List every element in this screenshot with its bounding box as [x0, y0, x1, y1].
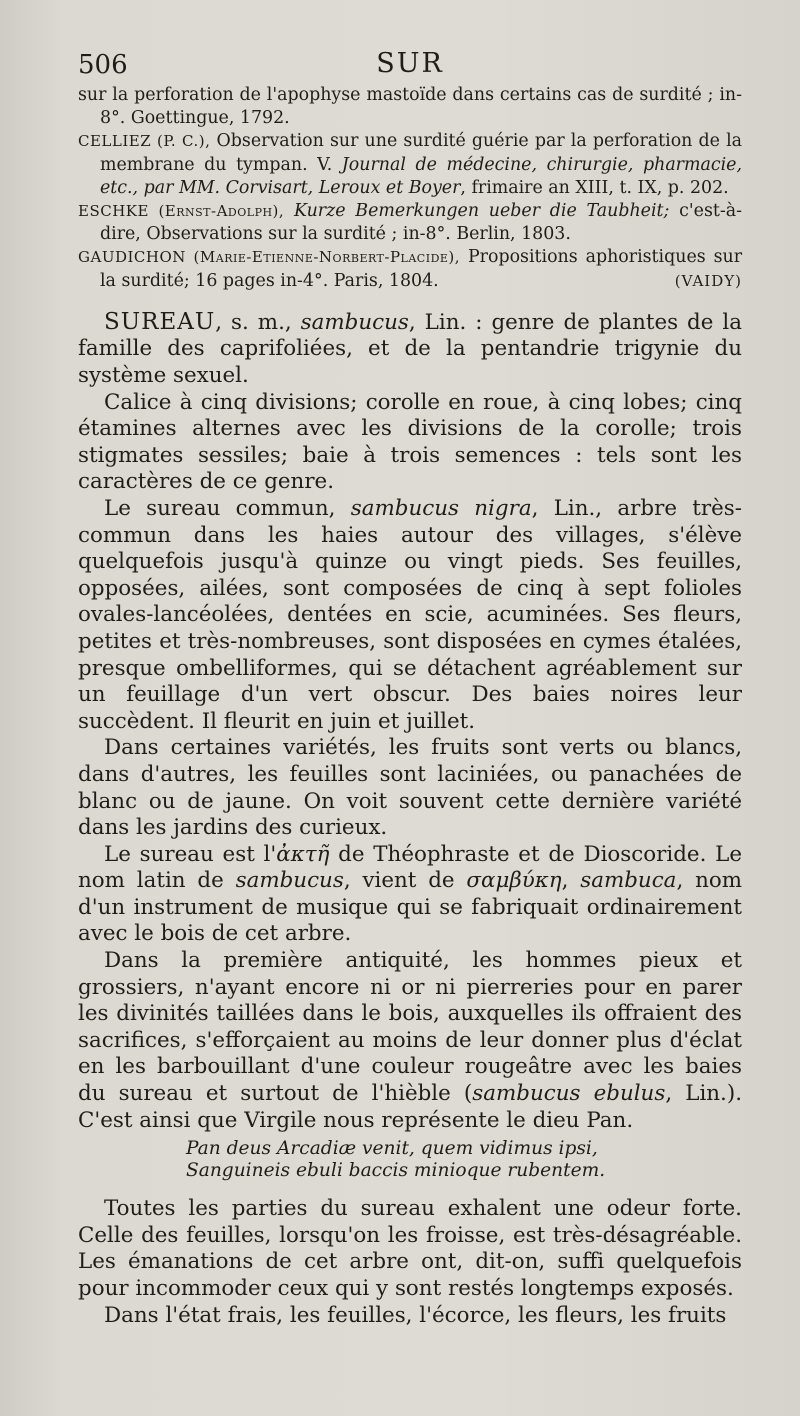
text-run: , s. m., — [215, 309, 301, 335]
bibliography-section — [78, 84, 742, 293]
article-paragraph — [78, 309, 742, 390]
latin-name: sambucus nigra — [350, 495, 532, 521]
bib-text: sur la perforation de l'apophyse mastoïde dans certains cas de surdité ; in-8°. Goettingue, 1792. — [78, 85, 742, 129]
page-number: 506 — [78, 50, 128, 80]
text-run: Dans la première antiquité, les hommes pieux et grossiers, n'ayant encore ni or ni pierreries pour en parer les divinités taillées dans le bois, auxquelles ils offraient des sacrifices, s'efforçaient au moins de leur donner plus d'éclat en les barbouillant d'une couleur rougeâtre avec les baies du sureau et surtout de l'hièble ( — [78, 948, 742, 1107]
bib-title: Kurze Bemerkungen ueber die Taubheit; — [293, 201, 670, 222]
bibliography-entry — [78, 200, 742, 246]
verse-line: Sanguineis ebuli baccis minioque rubentem. — [186, 1160, 606, 1182]
text-run: de Théophraste et de Dioscoride. Le nom latin de — [78, 841, 742, 894]
article-body — [78, 309, 742, 1329]
bibliography-entry — [78, 84, 742, 130]
text-run: Le sureau commun, — [104, 495, 351, 521]
bib-author: CELLIEZ (P. C.), — [78, 132, 211, 151]
latin-name: sambucus — [300, 309, 409, 335]
article-paragraph — [78, 842, 742, 948]
article-paragraph: Toutes les parties du sureau exhalent une odeur forte. Celle des feuilles, lorsqu'on les froisse, est très-désagréable. Les émanations de cet arbre ont, dit-on, suffi quelquefois pour incommoder ceux qui y sont restés longtemps exposés. — [78, 1196, 742, 1302]
article-paragraph — [78, 496, 742, 735]
bib-text: Propositions aphoristiques sur la surdité; 16 pages in-4°. Paris, 1804. — [100, 247, 743, 291]
headword: SUREAU — [104, 308, 216, 335]
bib-author: ESCHKE (Ernst-Adolph), — [78, 202, 285, 221]
text-run: Le sureau est l' — [104, 841, 277, 867]
bib-text: , frimaire an XIII, t. IX, p. 202. — [460, 177, 729, 198]
bib-title: Journal de médecine, chirurgie, pharmacie, etc., par MM. Corvisart, Leroux et Boyer — [100, 154, 742, 198]
greek-word: ἀκτῆ — [276, 841, 330, 867]
article-paragraph: Calice à cinq divisions; corolle en roue, à cinq lobes; cinq étamines alternes avec les divisions de la corolle; trois stigmates sessiles; baie à trois semences : tels sont les caractères de ce genre. — [78, 389, 742, 495]
article-paragraph — [78, 948, 742, 1134]
bib-text: Observation sur une surdité guérie par la perforation de la membrane du tympan. V. — [100, 131, 742, 175]
text-run: , vient de — [343, 868, 467, 894]
greek-word: σαμβύκη — [466, 868, 562, 894]
text-run: , — [561, 868, 581, 894]
verse-line: Pan deus Arcadiæ venit, quem vidimus ipsi, — [186, 1138, 598, 1160]
bibliography-entry — [78, 130, 742, 200]
text-run: , Lin. : genre de plantes de la famille des caprifoliées, et de la pentandrie trigynie du système sexuel. — [78, 309, 742, 389]
article-paragraph: Dans certaines variétés, les fruits sont verts ou blancs, dans d'autres, les feuilles sont laciniées, ou panachées de blanc ou de jaune. On voit souvent cette dernière variété dans les jardins des curieux. — [78, 735, 742, 841]
text-run: , Lin., arbre très-commun dans les haies autour des villages, s'élève quelquefois jusqu'à quinze ou vingt pieds. Ses feuilles, opposées, ailées, sont composées de cinq à sept folioles ovales-lancéolées, dentées en scie, acuminées. Ses fleurs, petites et très-nombreuses, sont disposées en cymes étalées, presque ombelliformes, qui se détachent agréablement sur un feuillage d'un vert obscur. Des baies noires leur succèdent. Il fleurit en juin et juillet. — [78, 495, 742, 734]
latin-name: sambucus ebulus — [472, 1081, 666, 1107]
article-paragraph: Dans l'état frais, les feuilles, l'écorce, les fleurs, les fruits — [104, 1302, 727, 1328]
author-signature: (VAIDY) — [674, 271, 742, 290]
bibliography-entry — [78, 246, 742, 292]
bib-author: GAUDICHON (Marie-Etienne-Norbert-Placide), — [78, 248, 461, 267]
text-run: , Lin.). C'est ainsi que Virgile nous représente le dieu Pan. — [78, 1081, 743, 1133]
running-head: SUR — [376, 48, 444, 79]
verse-quotation — [186, 1138, 742, 1182]
latin-name: sambuca — [580, 868, 677, 894]
bib-text: c'est-à-dire, Observations sur la surdité ; in-8°. Berlin, 1803. — [100, 201, 742, 245]
text-run: , nom d'un instrument de musique qui se fabriquait ordinairement avec le bois de cet arbre. — [78, 868, 743, 947]
page-header — [78, 46, 742, 82]
latin-name: sambucus — [235, 868, 344, 894]
